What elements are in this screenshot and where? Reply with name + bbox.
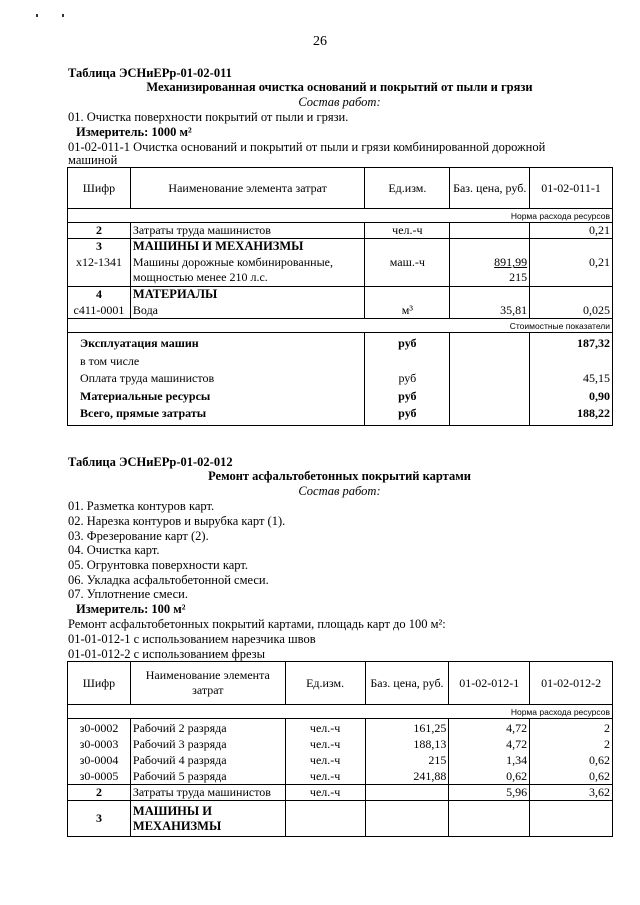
scan-speck [36, 14, 38, 17]
t2-labor-v2: 3,62 [530, 785, 613, 801]
table1-desc-2: машиной [68, 153, 118, 167]
t2-worker-name-2: Рабочий 4 разряда [132, 752, 227, 767]
t1-machine-val: 0,21 [530, 255, 613, 287]
t1-cost-unit-2: руб [398, 371, 417, 386]
t1-water-name: Вода [130, 303, 365, 319]
table2-work-2: 02. Нарезка контуров и вырубка карт (1). [68, 514, 286, 528]
t2-worker-v1-0: 4,72 [506, 720, 528, 735]
t2-worker-unit-3: чел.-ч [309, 768, 341, 783]
t1-cost-name-4: Всего, прямые затраты [80, 406, 207, 421]
table2 [67, 661, 613, 837]
t1-water-val: 0,025 [530, 303, 613, 319]
t2-labor-num: 2 [68, 785, 131, 801]
t2-labor-v1: 5,96 [449, 785, 530, 801]
t1-h-unit: Ед.изм. [365, 168, 450, 209]
t1-cost-name-2: Оплата труда машинистов [80, 371, 215, 386]
t1-cost-unit-1 [367, 353, 447, 371]
t2-worker-price-0: 161,25 [413, 720, 447, 735]
table2-work-4: 04. Очистка карт. [68, 543, 160, 557]
t1-cost-unit-0: руб [398, 336, 417, 350]
t1-labor-val: 0,21 [530, 223, 613, 239]
t1-water-price: 35,81 [450, 303, 530, 319]
t2-worker-code-2: з0-0004 [79, 752, 119, 767]
t1-machine-price-2: 215 [509, 270, 528, 285]
t2-worker-code-1: з0-0003 [79, 736, 119, 751]
t2-worker-unit-1: чел.-ч [309, 736, 341, 751]
t1-h-code: Шифр [68, 168, 131, 209]
t2-worker-v2-0: 2 [604, 720, 610, 735]
page-number: 26 [313, 34, 327, 49]
t1-sec3-name: МАШИНЫ И МЕХАНИЗМЫ [130, 239, 365, 255]
t2-worker-v1-2: 1,34 [506, 752, 528, 767]
table2-variant-1: 01-01-012-1 с использованием нарезчика швов [68, 632, 316, 646]
table2-code: Таблица ЭСНиЕРр-01-02-012 [68, 455, 233, 469]
t2-h-code: Шифр [68, 662, 131, 705]
t2-worker-v1-1: 4,72 [506, 736, 528, 751]
table1-work-1: 01. Очистка поверхности покрытий от пыли и грязи. [68, 110, 349, 124]
t2-h-unit: Ед.изм. [285, 662, 365, 705]
t1-cost-val-0: 187,32 [577, 336, 610, 350]
t1-sec3-num: 3 [68, 239, 131, 255]
table2-variant-2: 01-01-012-2 с использованием фрезы [68, 647, 265, 661]
table1-code: Таблица ЭСНиЕРр-01-02-011 [68, 66, 232, 80]
t2-worker-v1-3: 0,62 [506, 768, 528, 783]
t1-cost-val-2: 45,15 [583, 371, 610, 386]
t2-sec3-name-1: МАШИНЫ И [132, 803, 213, 818]
t1-cost-val-3: 0,90 [589, 388, 610, 403]
t1-h-name: Наименование элемента затрат [130, 168, 365, 209]
t2-worker-code-0: з0-0002 [79, 720, 119, 735]
t2-worker-price-1: 188,13 [413, 736, 447, 751]
t1-cost-val-1 [532, 353, 610, 371]
scan-speck [62, 14, 64, 17]
table2-meter: Измеритель: 100 м² [76, 602, 186, 616]
t2-worker-v2-1: 2 [604, 736, 610, 751]
table2-title: Ремонт асфальтобетонных покрытий картами [208, 469, 471, 483]
t2-worker-v2-3: 0,62 [589, 768, 610, 783]
t2-worker-code-3: з0-0005 [79, 768, 119, 783]
t1-labor-unit: чел.-ч [365, 223, 450, 239]
t2-sec3-name-2: МЕХАНИЗМЫ [132, 818, 222, 833]
t1-h-price: Баз. цена, руб. [450, 168, 530, 209]
t1-norm-caption: Норма расхода ресурсов [68, 209, 613, 223]
table1-title: Механизированная очистка оснований и покрытий от пыли и грязи [146, 80, 533, 94]
t1-cost-unit-4: руб [398, 406, 417, 421]
t1-sec4-name: МАТЕРИАЛЫ [130, 287, 365, 303]
t1-sec4-num: 4 [68, 287, 131, 303]
t2-h-col2: 01-02-012-2 [530, 662, 613, 705]
t2-norm-caption: Норма расхода ресурсов [68, 705, 613, 719]
t1-cost-unit-3: руб [398, 388, 417, 403]
table2-work-6: 06. Укладка асфальтобетонной смеси. [68, 573, 269, 587]
table2-sostav: Состав работ: [298, 484, 381, 498]
t1-cost-name-0: Эксплуатация машин [80, 336, 199, 350]
table2-work-1: 01. Разметка контуров карт. [68, 499, 215, 513]
table1-meter: Измеритель: 1000 м² [76, 125, 192, 139]
t2-worker-name-0: Рабочий 2 разряда [132, 720, 227, 735]
t2-labor-unit: чел.-ч [285, 785, 365, 801]
t1-water-unit: м³ [365, 303, 450, 319]
t2-labor-name: Затраты труда машинистов [130, 785, 285, 801]
t1-machine-name-1: Машины дорожные комбинированные, [132, 255, 333, 270]
table1-sostav: Состав работ: [298, 95, 381, 109]
t2-worker-v2-2: 0,62 [589, 752, 610, 767]
t1-machine-name-2: мощностью менее 210 л.с. [132, 270, 268, 285]
table2-desc: Ремонт асфальтобетонных покрытий картами, площадь карт до 100 м²: [68, 617, 446, 631]
t2-worker-unit-2: чел.-ч [309, 752, 341, 767]
t2-sec3-num: 3 [68, 801, 131, 837]
t1-cost-name-3: Материальные ресурсы [80, 388, 211, 403]
table2-work-7: 07. Уплотнение смеси. [68, 587, 188, 601]
t1-water-code: с411-0001 [68, 303, 131, 319]
t1-labor-num: 2 [68, 223, 131, 239]
t2-worker-name-3: Рабочий 5 разряда [132, 768, 227, 783]
t2-h-price: Баз. цена, руб. [365, 662, 449, 705]
t1-machine-code: х12-1341 [68, 255, 131, 287]
table2-work-3: 03. Фрезерование карт (2). [68, 529, 209, 543]
t1-cost-val-4: 188,22 [577, 406, 610, 421]
t2-worker-price-2: 215 [428, 752, 447, 767]
table1 [67, 167, 613, 426]
t2-worker-name-1: Рабочий 3 разряда [132, 736, 227, 751]
t1-cost-name-1: в том числе [80, 353, 140, 368]
t1-machine-price-1: 891,99 [494, 255, 528, 270]
t1-cost-caption: Стоимостные показатели [68, 319, 613, 333]
t2-h-col1: 01-02-012-1 [449, 662, 530, 705]
table2-work-5: 05. Огрунтовка поверхности карт. [68, 558, 248, 572]
t2-worker-price-3: 241,88 [413, 768, 447, 783]
table1-desc-1: 01-02-011-1 Очистка оснований и покрытий от пыли и грязи комбинированной дорожной [68, 140, 546, 154]
t1-machine-unit: маш.-ч [365, 255, 450, 287]
t2-h-name: Наименование элемента затрат [130, 662, 285, 705]
t1-labor-name: Затраты труда машинистов [130, 223, 365, 239]
t2-worker-unit-0: чел.-ч [309, 720, 341, 735]
t1-h-col: 01-02-011-1 [530, 168, 613, 209]
